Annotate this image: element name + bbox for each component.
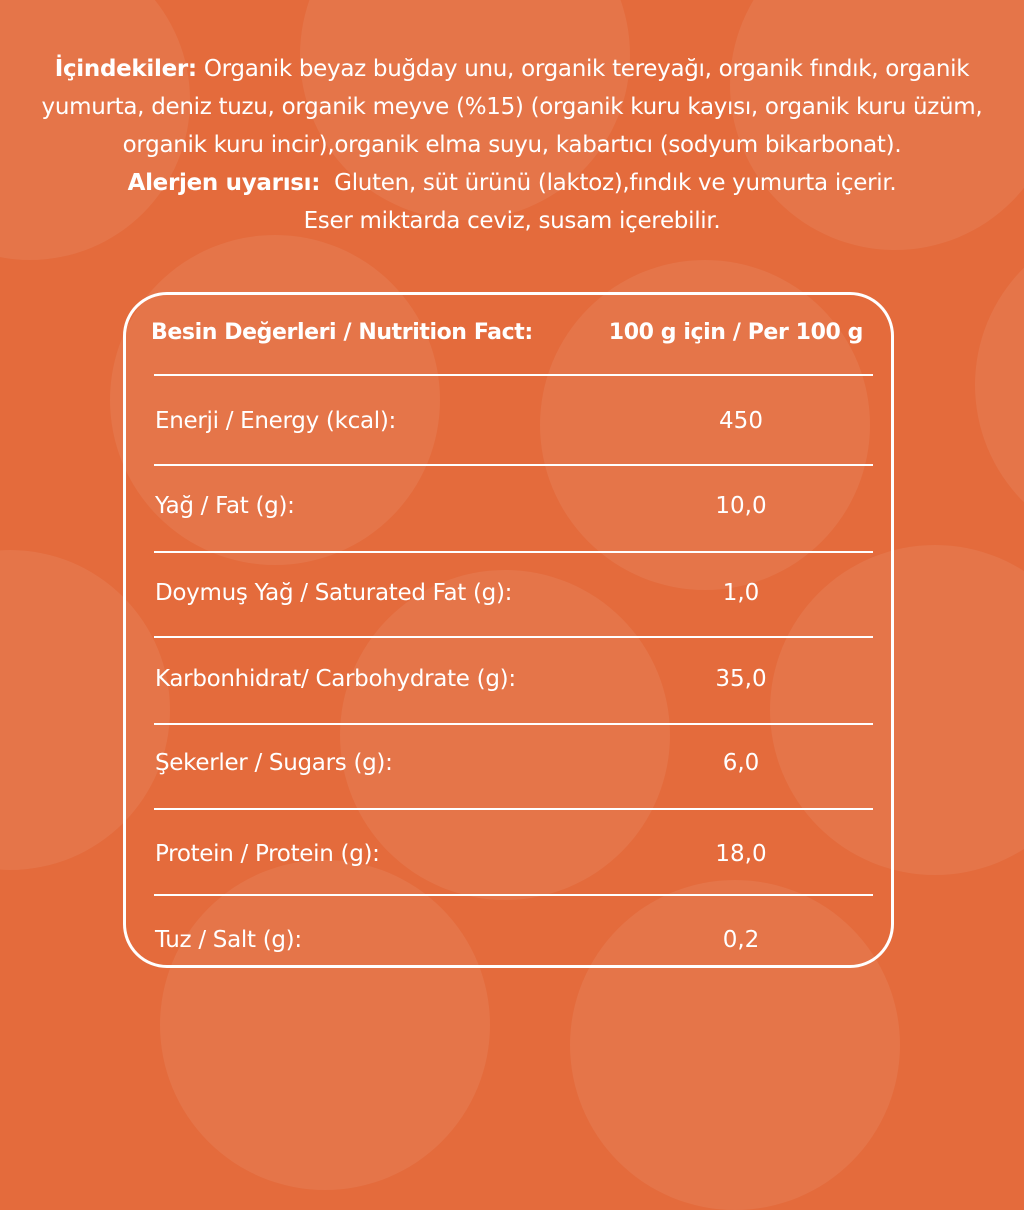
ingredients-paragraph <box>40 50 984 164</box>
nutrition-row-carbohydrate <box>126 656 891 702</box>
nutrient-value: 0,2 <box>722 927 760 953</box>
nutrient-value: 1,0 <box>722 580 760 606</box>
ingredients-block <box>40 50 984 240</box>
nutrition-row-protein <box>126 831 891 877</box>
nutrient-value: 6,0 <box>722 750 760 776</box>
divider <box>154 636 873 638</box>
nutrient-value: 18,0 <box>715 841 767 867</box>
nutrient-value: 10,0 <box>715 493 767 519</box>
trace-warning: Eser miktarda ceviz, susam içerebilir. <box>303 208 721 234</box>
divider <box>154 464 873 466</box>
ingredients-text: Organik beyaz buğday unu, organik tereyağı, organik fındık, organik yumurta, deniz tuzu, organik meyve (%15) (organik kuru kayısı, organik kuru üzüm, organik kuru incir),organik elma suyu, kabartıcı (sodyum bikarbonat). <box>41 56 983 158</box>
nutrition-header-value: 100 g için / Per 100 g <box>608 320 863 345</box>
allergen-paragraph <box>40 164 984 202</box>
background-circle <box>975 220 1024 550</box>
nutrition-row-energy <box>126 398 891 444</box>
nutrient-label: Yağ / Fat (g): <box>155 493 295 519</box>
divider <box>154 723 873 725</box>
nutrition-header-label: Besin Değerleri / Nutrition Fact: <box>151 320 533 345</box>
divider <box>154 374 873 376</box>
divider <box>154 894 873 896</box>
ingredients-title: İçindekiler: <box>54 56 197 82</box>
nutrient-value: 35,0 <box>715 666 767 692</box>
allergen-text: Gluten, süt ürünü (laktoz),fındık ve yumurta içerir. <box>320 170 897 196</box>
nutrition-header-row <box>126 313 891 353</box>
nutrition-row-sugars <box>126 740 891 786</box>
nutrient-label: Enerji / Energy (kcal): <box>155 408 396 434</box>
nutrition-table <box>123 292 894 968</box>
nutrient-label: Tuz / Salt (g): <box>155 927 302 953</box>
divider <box>154 808 873 810</box>
nutrition-row-fat <box>126 483 891 529</box>
nutrient-value: 450 <box>719 408 763 434</box>
allergen-title: Alerjen uyarısı: <box>127 170 321 196</box>
nutrient-label: Şekerler / Sugars (g): <box>155 750 393 776</box>
nutrition-row-saturated-fat <box>126 570 891 616</box>
nutrient-label: Karbonhidrat/ Carbohydrate (g): <box>155 666 516 692</box>
nutrient-label: Protein / Protein (g): <box>155 841 380 867</box>
divider <box>154 551 873 553</box>
nutrition-row-salt <box>126 917 891 963</box>
nutrient-label: Doymuş Yağ / Saturated Fat (g): <box>155 580 513 606</box>
